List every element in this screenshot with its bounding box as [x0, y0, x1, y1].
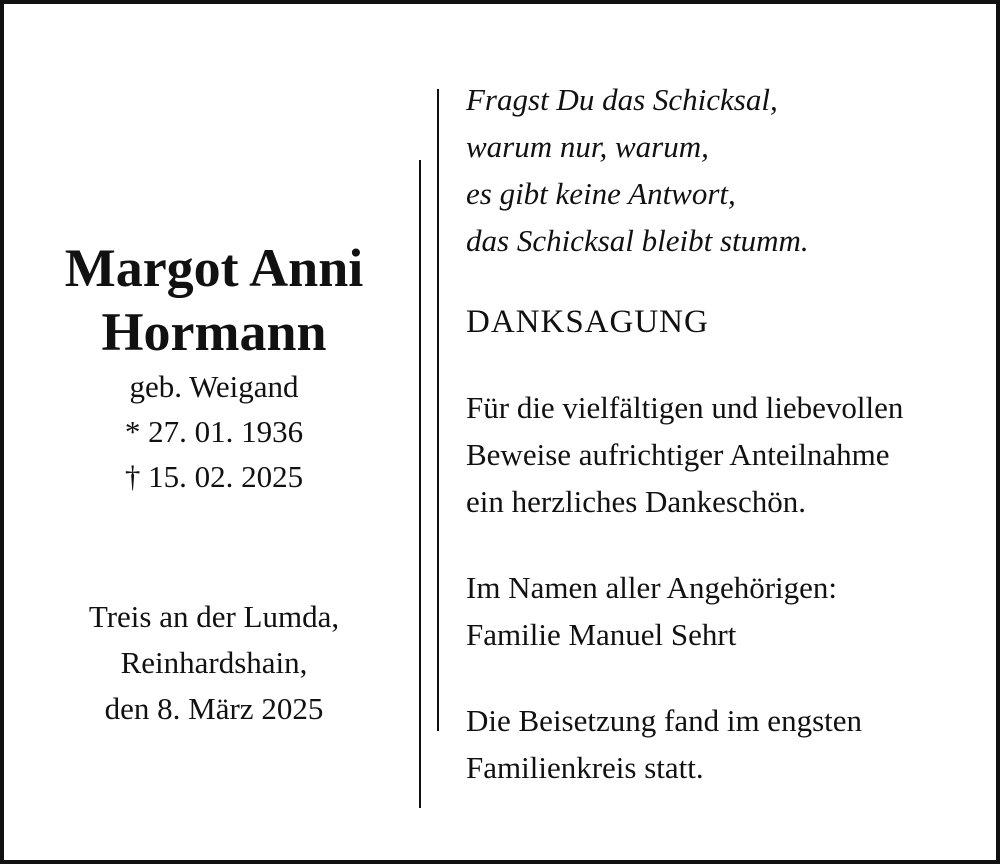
- deceased-surname: Hormann: [101, 302, 327, 362]
- burial-line: Familienkreis statt.: [466, 750, 704, 785]
- deceased-first-names: Margot Anni: [64, 238, 364, 298]
- divider-line: [437, 89, 439, 731]
- divider-line: [419, 160, 421, 808]
- poem-line: warum nur, warum,: [466, 129, 709, 164]
- thanks-line: ein herzliches Dankeschön.: [466, 484, 807, 519]
- poem-line: es gibt keine Antwort,: [466, 176, 736, 211]
- poem-line: das Schicksal bleibt stumm.: [466, 223, 809, 258]
- thanks-line: Beweise aufrichtiger Anteilnahme: [466, 437, 890, 472]
- birth-name: geb. Weigand: [129, 369, 299, 404]
- family-line: Im Namen aller Angehörigen:: [466, 570, 838, 605]
- deceased-block: [24, 236, 404, 499]
- burial-line: Die Beisetzung fand im engsten: [466, 703, 863, 738]
- message-column: [466, 76, 986, 791]
- heading-danksagung: DANKSAGUNG: [466, 304, 709, 340]
- poem-line: Fragst Du das Schicksal,: [466, 82, 778, 117]
- place-line: Treis an der Lumda,: [88, 599, 340, 634]
- place-date-block: [24, 594, 404, 732]
- place-line: Reinhardshain,: [120, 645, 308, 680]
- thanks-paragraph: [466, 384, 986, 525]
- thanks-line: Für die vielfältigen und liebevollen: [466, 390, 904, 425]
- death-date: † 15. 02. 2025: [124, 459, 304, 494]
- burial-paragraph: [466, 697, 986, 791]
- birth-date: * 27. 01. 1936: [124, 414, 304, 449]
- family-line: Familie Manuel Sehrt: [466, 617, 737, 652]
- family-paragraph: [466, 564, 986, 658]
- poem: [466, 76, 986, 264]
- date-line: den 8. März 2025: [104, 691, 324, 726]
